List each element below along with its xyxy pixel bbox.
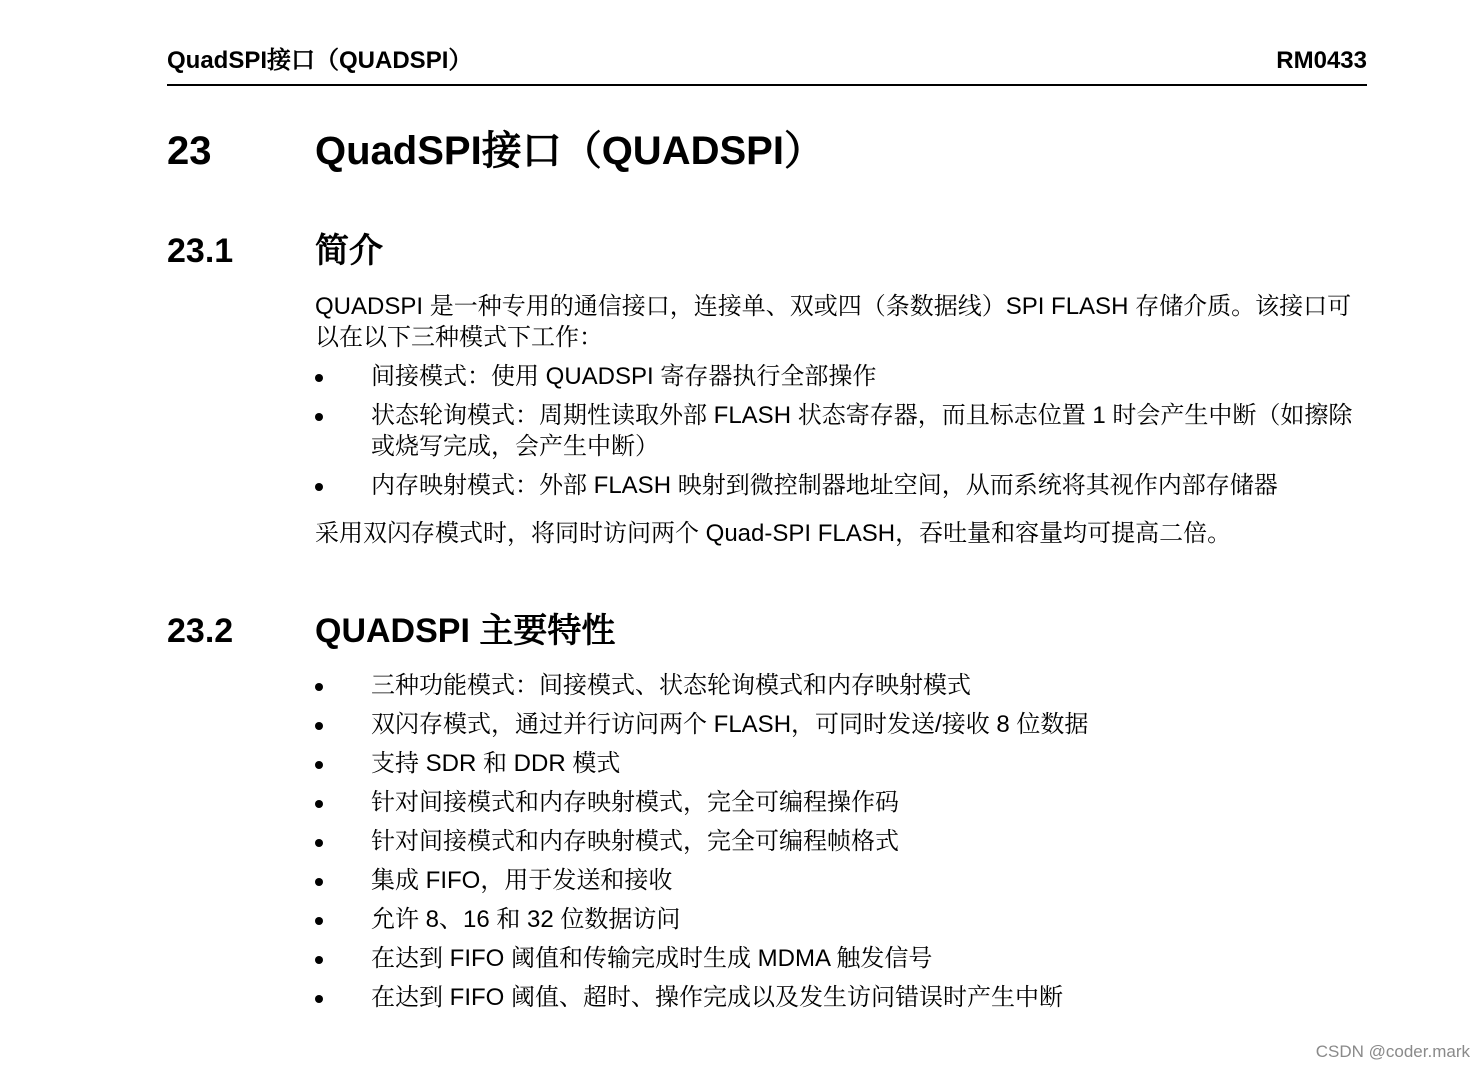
bullet-icon xyxy=(315,878,323,886)
list-item-text: 在达到 FIFO 阈值、超时、操作完成以及发生访问错误时产生中断 xyxy=(371,984,1063,1011)
list-item xyxy=(315,904,1370,935)
list-item xyxy=(315,826,1370,857)
list-item-text: 状态轮询模式：周期性读取外部 FLASH 状态寄存器，而且标志位置 1 时会产生中断（如擦除或烧写完成，会产生中断） xyxy=(371,402,1353,460)
list-item xyxy=(315,670,1370,701)
bullet-icon xyxy=(315,483,323,491)
list-item xyxy=(315,865,1370,896)
chapter-title: QuadSPI接口（QUADSPI） xyxy=(315,129,824,173)
list-item xyxy=(315,748,1370,779)
list-item xyxy=(315,400,1370,462)
list-item-text: 间接模式：使用 QUADSPI 寄存器执行全部操作 xyxy=(371,363,877,390)
watermark: CSDN @coder.mark xyxy=(1315,1042,1470,1061)
list-item-text: 针对间接模式和内存映射模式，完全可编程操作码 xyxy=(371,789,899,816)
list-item xyxy=(315,361,1370,392)
bullet-icon xyxy=(315,374,323,382)
list-item-text: 允许 8、16 和 32 位数据访问 xyxy=(371,906,681,933)
section-2-bullet-list xyxy=(315,670,1370,1021)
list-item-text: 在达到 FIFO 阈值和传输完成时生成 MDMA 触发信号 xyxy=(371,945,933,972)
bullet-icon xyxy=(315,956,323,964)
section-1-bullet-list xyxy=(315,361,1370,509)
bullet-icon xyxy=(315,683,323,691)
list-item xyxy=(315,787,1370,818)
bullet-icon xyxy=(315,722,323,730)
bullet-icon xyxy=(315,839,323,847)
bullet-icon xyxy=(315,917,323,925)
list-item-text: 内存映射模式：外部 FLASH 映射到微控制器地址空间，从而系统将其视作内部存储器 xyxy=(371,472,1278,499)
header-title: QuadSPI接口（QUADSPI） xyxy=(167,47,473,74)
list-item xyxy=(315,982,1370,1013)
bullet-icon xyxy=(315,761,323,769)
list-item xyxy=(315,709,1370,740)
section-2-title: QUADSPI 主要特性 xyxy=(315,612,616,650)
section-1-title: 简介 xyxy=(315,232,383,270)
section-1-closing: 采用双闪存模式时，将同时访问两个 Quad-SPI FLASH，吞吐量和容量均可提高二倍。 xyxy=(315,520,1232,547)
page-header xyxy=(167,44,1367,86)
section-1-number: 23.1 xyxy=(167,232,234,270)
bullet-icon xyxy=(315,995,323,1003)
section-1-intro: QUADSPI 是一种专用的通信接口，连接单、双或四（条数据线）SPI FLASH 存储介质。该接口可以在以下三种模式下工作： xyxy=(315,293,1352,351)
list-item xyxy=(315,943,1370,974)
document-id: RM0433 xyxy=(1276,47,1367,74)
list-item-text: 三种功能模式：间接模式、状态轮询模式和内存映射模式 xyxy=(371,672,971,699)
list-item-text: 集成 FIFO，用于发送和接收 xyxy=(371,867,673,894)
list-item-text: 针对间接模式和内存映射模式，完全可编程帧格式 xyxy=(371,828,899,855)
list-item xyxy=(315,470,1370,501)
list-item-text: 双闪存模式，通过并行访问两个 FLASH，可同时发送/接收 8 位数据 xyxy=(371,711,1089,738)
chapter-number: 23 xyxy=(167,129,212,173)
list-item-text: 支持 SDR 和 DDR 模式 xyxy=(371,750,621,777)
bullet-icon xyxy=(315,413,323,421)
bullet-icon xyxy=(315,800,323,808)
section-2-number: 23.2 xyxy=(167,612,234,650)
